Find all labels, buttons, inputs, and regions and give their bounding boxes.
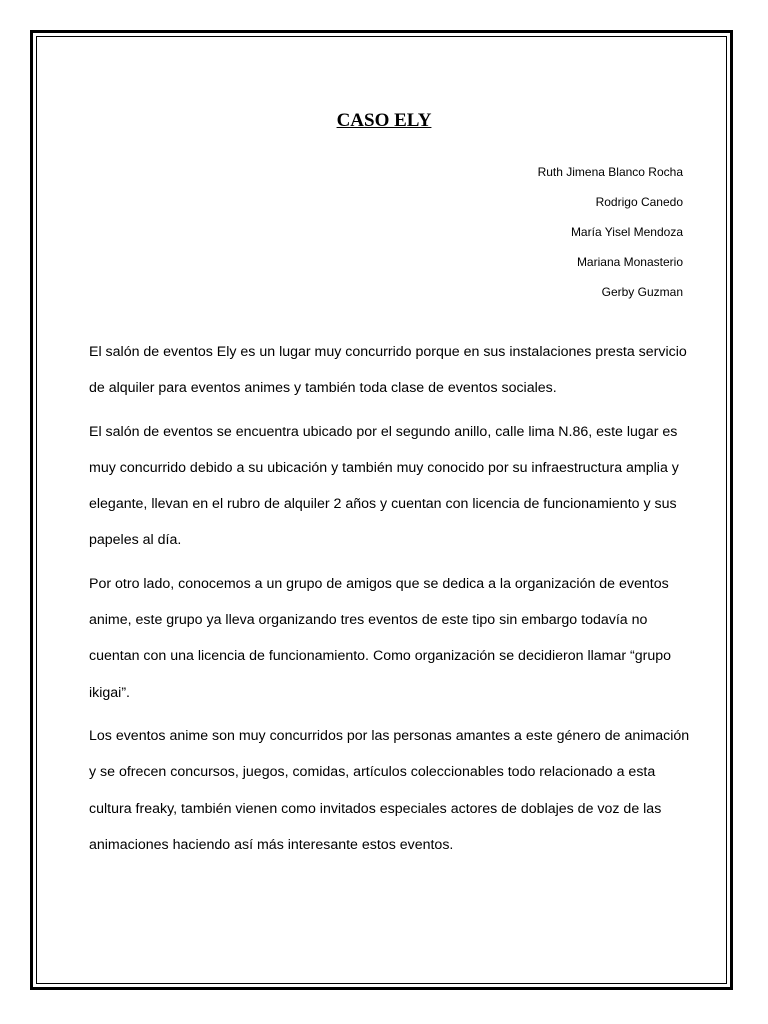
author-name: María Yisel Mendoza — [570, 225, 683, 239]
document-body — [89, 334, 697, 870]
body-paragraph: El salón de eventos Ely es un lugar muy concurrido porque en sus instalaciones presta servicio de alquiler para eventos animes y también toda clase de eventos sociales. — [89, 344, 687, 397]
body-paragraph: El salón de eventos se encuentra ubicado por el segundo anillo, calle lima N.86, este lugar es muy concurrido debido a su ubicación y también muy conocido por su infraestructura amplia y elegante, llevan en el rubro de alquiler 2 años y cuentan con licencia de funcionamiento y sus papeles al día. — [89, 423, 679, 549]
author-name: Gerby Guzman — [601, 285, 683, 299]
author-name: Ruth Jimena Blanco Rocha — [537, 165, 683, 179]
author-name: Mariana Monasterio — [576, 255, 683, 269]
author-list — [538, 162, 683, 312]
document-title: CASO ELY — [336, 110, 432, 131]
author-name: Rodrigo Canedo — [595, 195, 683, 209]
body-paragraph: Por otro lado, conocemos a un grupo de amigos que se dedica a la organización de eventos anime, este grupo ya lleva organizando tres eventos de este tipo sin embargo todavía no cuentan con una licencia de funcionamiento. Como organización se decidieron llamar “grupo ikigai”. — [89, 575, 672, 701]
body-paragraph: Los eventos anime son muy concurridos por las personas amantes a este género de animación y se ofrecen concursos, juegos, comidas, artículos coleccionables todo relacionado a esta cultura freaky, también vienen como invitados especiales actores de doblajes de voz de las animaciones haciendo así más interesante estos eventos. — [89, 727, 690, 853]
